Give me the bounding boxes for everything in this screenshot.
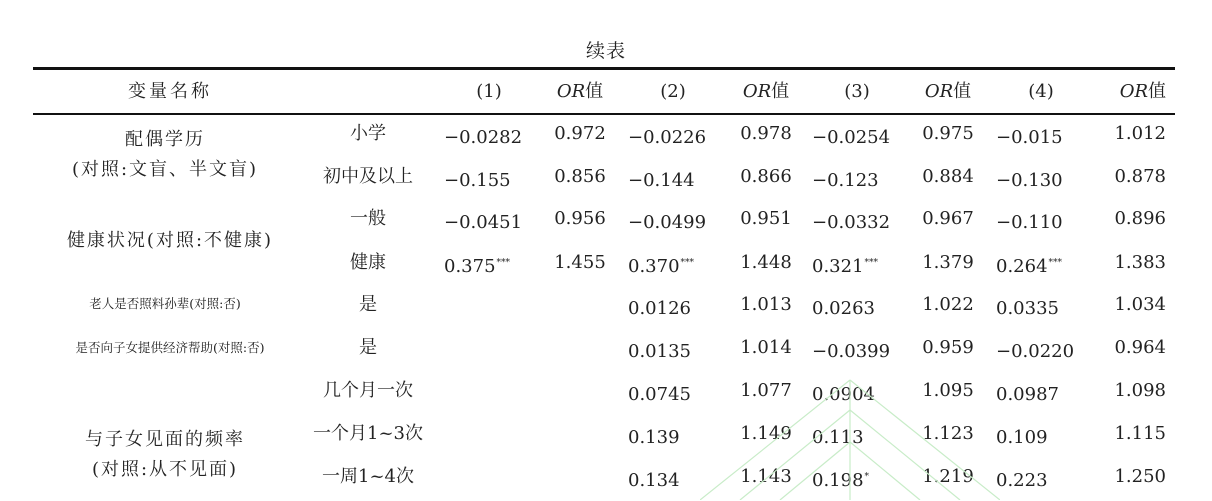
cell-value: −0.015 bbox=[996, 127, 1063, 148]
odds-ratio-cell bbox=[918, 114, 978, 154]
cell-value: 1.098 bbox=[1114, 380, 1166, 401]
odds-ratio-cell bbox=[918, 285, 978, 325]
or-label: OR bbox=[924, 81, 954, 102]
watermark-lines bbox=[700, 370, 1000, 500]
coefficient-cell bbox=[812, 114, 902, 154]
odds-ratio-cell bbox=[1100, 285, 1166, 325]
coefficient-cell bbox=[812, 328, 902, 368]
cell-value: 0.321 bbox=[812, 256, 864, 277]
odds-ratio-cell bbox=[736, 328, 796, 368]
cell-value: 0.956 bbox=[554, 208, 606, 229]
cell-value: 0.134 bbox=[628, 470, 680, 491]
or-suffix: 值 bbox=[771, 81, 790, 102]
cell-value: 0.0987 bbox=[996, 384, 1059, 405]
odds-ratio-cell bbox=[1100, 157, 1166, 197]
coefficient-cell bbox=[444, 285, 534, 325]
odds-ratio-cell bbox=[550, 114, 610, 154]
header-model-1: (1) bbox=[476, 81, 502, 102]
odds-ratio-cell bbox=[550, 243, 610, 283]
cell-value: 0.884 bbox=[922, 166, 974, 187]
odds-ratio-cell bbox=[918, 157, 978, 197]
cell-value: −0.144 bbox=[628, 170, 695, 191]
group-label: 老人是否照料孙辈(对照:否) bbox=[89, 296, 241, 311]
cell-value: −0.0254 bbox=[812, 127, 891, 148]
odds-ratio-cell bbox=[918, 243, 978, 283]
cell-value: 0.978 bbox=[740, 123, 792, 144]
table-row bbox=[0, 243, 1212, 283]
cell-value: 1.014 bbox=[740, 337, 792, 358]
cell-value: 0.0135 bbox=[628, 341, 691, 362]
odds-ratio-cell bbox=[1100, 414, 1166, 454]
cell-value: 1.383 bbox=[1114, 252, 1166, 273]
group-label: 是否向子女提供经济帮助(对照:否) bbox=[75, 340, 265, 355]
cell-value: 0.964 bbox=[1114, 337, 1166, 358]
or-suffix: 值 bbox=[1148, 81, 1166, 102]
cell-value: 0.139 bbox=[628, 427, 680, 448]
cell-value: 1.143 bbox=[740, 466, 792, 487]
cell-value: 0.198 bbox=[812, 470, 864, 491]
coefficient-cell bbox=[444, 328, 534, 368]
table-row bbox=[0, 414, 1212, 454]
row-category: 一个月1~3次 bbox=[313, 423, 423, 444]
odds-ratio-cell bbox=[550, 371, 610, 411]
cell-value: 0.264 bbox=[996, 256, 1048, 277]
cell-value: 0.0745 bbox=[628, 384, 691, 405]
or-suffix: 值 bbox=[585, 81, 604, 102]
coefficient-cell bbox=[996, 414, 1086, 454]
cell-value: 1.250 bbox=[1114, 466, 1166, 487]
cell-value: −0.0226 bbox=[628, 127, 707, 148]
odds-ratio-cell bbox=[550, 457, 610, 497]
odds-ratio-cell bbox=[1100, 457, 1166, 497]
coefficient-cell bbox=[812, 243, 902, 283]
odds-ratio-cell bbox=[1100, 371, 1166, 411]
group-label: 健康状况(对照:不健康) bbox=[66, 230, 274, 251]
row-category: 健康 bbox=[350, 252, 386, 273]
header-or-3 bbox=[918, 72, 978, 112]
odds-ratio-cell bbox=[736, 199, 796, 239]
coefficient-cell bbox=[628, 114, 718, 154]
significance-stars: *** bbox=[680, 258, 695, 268]
cell-value: 1.115 bbox=[1114, 423, 1166, 444]
cell-value: 0.113 bbox=[812, 427, 864, 448]
header-or-2 bbox=[736, 72, 796, 112]
cell-value: 0.959 bbox=[922, 337, 974, 358]
odds-ratio-cell bbox=[1100, 199, 1166, 239]
table-row bbox=[0, 114, 1212, 154]
cell-value: −0.110 bbox=[996, 212, 1063, 233]
or-suffix: 值 bbox=[953, 81, 972, 102]
cell-value: 1.219 bbox=[922, 466, 974, 487]
table-row bbox=[0, 328, 1212, 368]
cell-value: 0.375 bbox=[444, 256, 496, 277]
significance-stars: *** bbox=[496, 258, 511, 268]
odds-ratio-cell bbox=[1100, 243, 1166, 283]
group-control-note: (对照:从不见面) bbox=[91, 459, 239, 480]
coefficient-cell bbox=[812, 285, 902, 325]
or-label: OR bbox=[742, 81, 772, 102]
cell-value: −0.0282 bbox=[444, 127, 523, 148]
top-rule bbox=[33, 67, 1175, 70]
coefficient-cell bbox=[444, 414, 534, 454]
cell-value: 1.448 bbox=[740, 252, 792, 273]
table-row bbox=[0, 157, 1212, 197]
coefficient-cell bbox=[812, 157, 902, 197]
cell-value: 1.123 bbox=[922, 423, 974, 444]
odds-ratio-cell bbox=[550, 328, 610, 368]
coefficient-cell bbox=[444, 243, 534, 283]
coefficient-cell bbox=[444, 371, 534, 411]
coefficient-cell bbox=[996, 114, 1086, 154]
coefficient-cell bbox=[444, 199, 534, 239]
cell-value: −0.0499 bbox=[628, 212, 707, 233]
odds-ratio-cell bbox=[550, 199, 610, 239]
cell-value: 0.972 bbox=[554, 123, 606, 144]
cell-value: 1.149 bbox=[740, 423, 792, 444]
cell-value: −0.155 bbox=[444, 170, 511, 191]
cell-value: −0.130 bbox=[996, 170, 1063, 191]
cell-value: 0.856 bbox=[554, 166, 606, 187]
table-row bbox=[0, 371, 1212, 411]
cell-value: 0.0904 bbox=[812, 384, 875, 405]
cell-value: 0.967 bbox=[922, 208, 974, 229]
coefficient-cell bbox=[812, 199, 902, 239]
cell-value: 0.0126 bbox=[628, 298, 691, 319]
header-or-1 bbox=[550, 72, 610, 112]
header-model-2: (2) bbox=[660, 81, 686, 102]
cell-value: 1.013 bbox=[740, 294, 792, 315]
table-row bbox=[0, 199, 1212, 239]
odds-ratio-cell bbox=[1100, 114, 1166, 154]
cell-value: 0.951 bbox=[740, 208, 792, 229]
cell-value: 0.975 bbox=[922, 123, 974, 144]
cell-value: 1.095 bbox=[922, 380, 974, 401]
cell-value: −0.0451 bbox=[444, 212, 523, 233]
odds-ratio-cell bbox=[1100, 328, 1166, 368]
cell-value: 1.012 bbox=[1114, 123, 1166, 144]
odds-ratio-cell bbox=[918, 328, 978, 368]
row-category: 几个月一次 bbox=[323, 380, 413, 401]
group-label: 与子女见面的频率 bbox=[85, 429, 245, 450]
odds-ratio-cell bbox=[550, 285, 610, 325]
cell-value: −0.0332 bbox=[812, 212, 891, 233]
odds-ratio-cell bbox=[550, 414, 610, 454]
header-or-4 bbox=[1100, 72, 1166, 112]
coefficient-cell bbox=[996, 371, 1086, 411]
odds-ratio-cell bbox=[736, 157, 796, 197]
cell-value: 0.0335 bbox=[996, 298, 1059, 319]
cell-value: 0.896 bbox=[1114, 208, 1166, 229]
row-category: 是 bbox=[359, 294, 377, 315]
header-variable: 变量名称 bbox=[128, 81, 212, 102]
coefficient-cell bbox=[996, 328, 1086, 368]
cell-value: −0.0220 bbox=[996, 341, 1075, 362]
cell-value: 0.0263 bbox=[812, 298, 875, 319]
coefficient-cell bbox=[444, 157, 534, 197]
odds-ratio-cell bbox=[736, 114, 796, 154]
odds-ratio-cell bbox=[736, 285, 796, 325]
table-caption: 续表 bbox=[585, 40, 626, 62]
table-header-row bbox=[0, 72, 1212, 112]
cell-value: 1.455 bbox=[554, 252, 606, 273]
cell-value: 1.022 bbox=[922, 294, 974, 315]
cell-value: 1.379 bbox=[922, 252, 974, 273]
cell-value: −0.0399 bbox=[812, 341, 891, 362]
header-model-3: (3) bbox=[844, 81, 870, 102]
coefficient-cell bbox=[996, 243, 1086, 283]
cell-value: 1.034 bbox=[1114, 294, 1166, 315]
coefficient-cell bbox=[444, 114, 534, 154]
row-category: 一般 bbox=[350, 208, 386, 229]
coefficient-cell bbox=[996, 199, 1086, 239]
or-label: OR bbox=[1119, 81, 1148, 102]
cell-value: 0.370 bbox=[628, 256, 680, 277]
significance-stars: *** bbox=[864, 258, 879, 268]
row-category: 初中及以上 bbox=[323, 166, 413, 187]
coefficient-cell bbox=[996, 457, 1086, 497]
coefficient-cell bbox=[996, 285, 1086, 325]
row-category: 一周1~4次 bbox=[322, 466, 414, 487]
group-control-note: (对照:文盲、半文盲) bbox=[71, 159, 259, 180]
row-category: 是 bbox=[359, 337, 377, 358]
coefficient-cell bbox=[628, 199, 718, 239]
header-model-4: (4) bbox=[1028, 81, 1054, 102]
odds-ratio-cell bbox=[550, 157, 610, 197]
coefficient-cell bbox=[996, 157, 1086, 197]
coefficient-cell bbox=[628, 243, 718, 283]
group-label: 配偶学历 bbox=[125, 129, 205, 150]
significance-stars: *** bbox=[1048, 258, 1063, 268]
cell-value: 0.866 bbox=[740, 166, 792, 187]
row-category: 小学 bbox=[350, 123, 386, 144]
coefficient-cell bbox=[628, 285, 718, 325]
coefficient-cell bbox=[628, 157, 718, 197]
odds-ratio-cell bbox=[736, 243, 796, 283]
coefficient-cell bbox=[444, 457, 534, 497]
cell-value: 0.223 bbox=[996, 470, 1048, 491]
significance-stars: * bbox=[864, 472, 870, 482]
cell-value: 1.077 bbox=[740, 380, 792, 401]
cell-value: 0.878 bbox=[1114, 166, 1166, 187]
or-label: OR bbox=[556, 81, 586, 102]
odds-ratio-cell bbox=[918, 199, 978, 239]
cell-value: −0.123 bbox=[812, 170, 879, 191]
cell-value: 0.109 bbox=[996, 427, 1048, 448]
table-row bbox=[0, 457, 1212, 497]
coefficient-cell bbox=[628, 328, 718, 368]
table-row bbox=[0, 285, 1212, 325]
